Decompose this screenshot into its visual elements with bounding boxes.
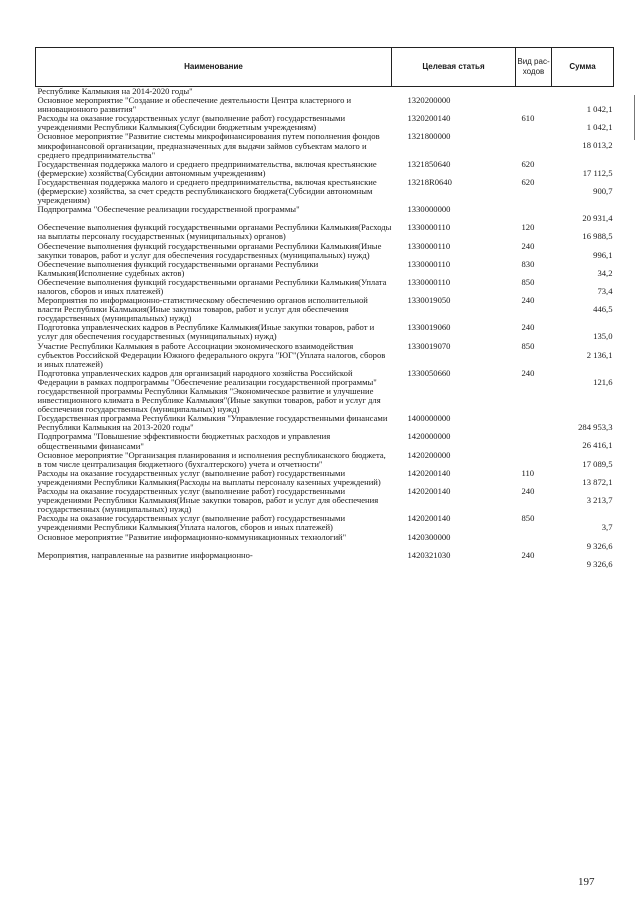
row-name: Основное мероприятие "Развитие системы микрофинансирования путем пополнения фондов микрофинансовой организации, предназначенных для выдачи займов субъектам малого и среднего предпринимательства"	[37, 131, 380, 160]
page-number: 197	[578, 876, 595, 888]
row-sum: 2 136,1	[586, 349, 613, 360]
table-row	[36, 323, 614, 341]
table-row	[36, 342, 614, 369]
row-expense-type	[516, 432, 552, 450]
row-sum: 284 953,3	[578, 422, 613, 433]
header-sum: Сумма	[552, 48, 614, 87]
row-expense-type: 850	[521, 340, 535, 351]
row-sum: 996,1	[593, 249, 613, 260]
row-target-article: 1320200140	[407, 113, 451, 124]
budget-table	[35, 47, 614, 569]
table-row	[36, 223, 614, 241]
row-sum: 446,5	[593, 304, 613, 315]
row-sum: 73,4	[597, 285, 613, 296]
row-expense-type: 850	[521, 513, 535, 524]
row-name: Обеспечение выполнения функций государственными органами Республики Калмыкия(Уплата налогов, сборов и иных платежей)	[37, 276, 387, 296]
row-sum: 18 013,2	[582, 140, 613, 151]
row-target-article: 1330000110	[407, 222, 451, 233]
row-sum: 3,7	[601, 522, 613, 533]
row-expense-type: 120	[521, 222, 535, 233]
table-row	[36, 414, 614, 432]
row-target-article: 1320200000	[407, 95, 451, 106]
row-name: Государственная поддержка малого и среднего предпринимательства, включая крестьянские (фермерские) хозяйства(Субсидии автономным учреждениям)	[37, 158, 377, 178]
row-name: Основное мероприятие "Организация планирования и исполнения республиканского бюджета, в том числе централизация бюджетного (бухгалтерского) учета и отчетности"	[37, 449, 386, 469]
header-target-article: Целевая статья	[392, 48, 516, 87]
table-row	[36, 451, 614, 469]
row-expense-type: 620	[521, 176, 535, 187]
row-name: Участие Республики Калмыкия в работе Ассоциации экономического взаимодействия субъектов Российской Федерации Южного федерального округа "ЮГ"(Уплата налогов, сборов и иных платежей)	[37, 340, 386, 369]
row-expense-type	[516, 414, 552, 432]
row-target-article: 1420200140	[407, 486, 451, 497]
table-row	[36, 296, 614, 323]
table-row	[36, 469, 614, 487]
scan-edge-mark	[634, 95, 635, 140]
row-target-article: 1321850640	[407, 158, 451, 169]
row-expense-type: 240	[521, 295, 535, 306]
row-name: Мероприятия по информационно-статистическому обеспечению органов исполнительной власти Республики Калмыкия(Иные закупки товаров, работ и услуг для обеспечения государственных (муниципальных) нужд)	[37, 295, 368, 324]
table-row	[36, 205, 614, 223]
table-row	[36, 114, 614, 132]
row-target-article: 1420200140	[407, 513, 451, 524]
table-row	[36, 551, 614, 569]
row-name: Республике Калмыкия на 2014-2020 годы"	[37, 86, 193, 96]
row-expense-type	[516, 132, 552, 159]
row-name: Подпрограмма "Обеспечение реализации государственной программы"	[37, 204, 300, 215]
row-expense-type: 240	[521, 549, 535, 560]
table-header	[36, 48, 614, 87]
row-sum: 1 042,1	[586, 122, 613, 133]
row-sum: 17 089,5	[582, 458, 613, 469]
row-target-article: 1330000110	[407, 276, 451, 287]
row-name: Обеспечение выполнения функций государственными органами Республики Калмыкия(Расходы на выплаты персоналу государственных (муниципальных) органов)	[37, 222, 392, 242]
row-target-article: 1420200140	[407, 467, 451, 478]
row-name: Подготовка управленческих кадров для организаций народного хозяйства Российской Федерации в рамках подпрограммы "Обеспечение реализации государственной программы" государственной программы Республики Калмыкия "Экономическое развитие и улучшение инвестиционного климата в Республике Калмыкия"(Иные закупки товаров, работ и услуг для обеспечения государственных (муниципальных) нужд)	[37, 367, 381, 415]
row-target-article: 1330050660	[407, 367, 451, 378]
table-row	[36, 369, 614, 414]
row-name: Расходы на оказание государственных услуг (выполнение работ) государственными учреждениями Республики Калмыкия(Субсидии бюджетным учреждениям)	[37, 113, 346, 133]
row-target-article: 1330019070	[407, 340, 451, 351]
table-row	[36, 242, 614, 260]
table-row	[36, 278, 614, 296]
row-target-article: 1330019050	[407, 295, 451, 306]
row-sum: 135,0	[593, 331, 613, 342]
row-expense-type: 240	[521, 240, 535, 251]
row-expense-type: 850	[521, 276, 535, 287]
row-expense-type	[516, 533, 552, 551]
header-name: Наименование	[36, 48, 392, 87]
row-name: Подготовка управленческих кадров в Республике Калмыкия(Иные закупки товаров, работ и услуг для обеспечения государственных (муниципальных) нужд)	[37, 322, 375, 342]
row-expense-type: 240	[521, 486, 535, 497]
row-expense-type: 620	[521, 158, 535, 169]
row-target-article: 1420300000	[407, 531, 451, 542]
row-sum: 16 988,5	[582, 231, 613, 242]
header-expense-type: Вид рас-ходов	[516, 48, 552, 87]
row-expense-type	[516, 205, 552, 223]
row-name: Расходы на оказание государственных услуг (выполнение работ) государственными учреждениями Республики Калмыкия(Уплата налогов, сборов и иных платежей)	[37, 513, 346, 533]
table-row	[36, 514, 614, 532]
table-row	[36, 132, 614, 159]
table-row	[36, 533, 614, 551]
table-row	[36, 178, 614, 205]
row-name: Мероприятия, направленные на развитие информационно-	[37, 549, 253, 560]
row-name: Государственная программа Республики Калмыкия "Управление государственными финансами Республики Калмыкия на 2013-2020 годы"	[37, 413, 388, 433]
row-target-article: 1330000000	[407, 204, 451, 215]
row-target-article: 1420321030	[407, 549, 451, 560]
row-sum: 9 326,6	[586, 540, 613, 551]
row-expense-type	[516, 87, 552, 97]
row-target-article: 13218R0640	[407, 176, 452, 187]
row-expense-type: 240	[521, 322, 535, 333]
row-name: Обеспечение выполнения функций государственными органами Республики Калмыкия(Иные закупки товаров, работ и услуг для обеспечения государственных (муниципальных) нужд)	[37, 240, 382, 260]
row-sum: 9 326,6	[586, 558, 613, 569]
row-sum: 121,6	[593, 376, 613, 387]
row-name: Обеспечение выполнения функций государственными органами Республики Калмыкия(Исполнение судебных актов)	[37, 258, 319, 278]
row-target-article: 1321800000	[407, 131, 451, 142]
table-row	[36, 432, 614, 450]
row-name: Основное мероприятие "Создание и обеспечение деятельности Центра кластерного и инновационного развития"	[37, 95, 352, 115]
row-expense-type: 110	[521, 467, 535, 478]
row-target-article: 1330000110	[407, 258, 451, 269]
row-name: Основное мероприятие "Развитие информационно-коммуникационных технологий"	[37, 531, 347, 542]
row-target-article: 1420000000	[407, 431, 451, 442]
row-sum: 26 416,1	[582, 440, 613, 451]
table-row	[36, 487, 614, 514]
row-sum: 20 931,4	[582, 213, 613, 224]
row-sum: 900,7	[593, 185, 613, 196]
row-target-article: 1330019060	[407, 322, 451, 333]
budget-table-sheet	[35, 47, 613, 569]
row-sum	[552, 87, 614, 97]
table-row	[36, 160, 614, 178]
row-sum: 13 872,1	[582, 476, 613, 487]
row-expense-type	[516, 96, 552, 114]
table-row	[36, 260, 614, 278]
row-target-article: 1330000110	[407, 240, 451, 251]
row-sum: 34,2	[597, 267, 613, 278]
row-name: Подпрограмма "Повышение эффективности бюджетных расходов и управления общественными финансами"	[37, 431, 331, 451]
row-target-article: 1420200000	[407, 449, 451, 460]
row-expense-type: 240	[521, 367, 535, 378]
row-expense-type: 830	[521, 258, 535, 269]
row-sum: 17 112,5	[582, 167, 613, 178]
row-sum: 3 213,7	[586, 495, 613, 506]
row-name: Расходы на оказание государственных услуг (выполнение работ) государственными учреждениями Республики Калмыкия(Иные закупки товаров, работ и услуг для обеспечения государственных (муниципальных) нужд)	[37, 486, 379, 515]
row-expense-type: 610	[521, 113, 535, 124]
row-expense-type	[516, 451, 552, 469]
table-row	[36, 96, 614, 114]
row-name: Расходы на оказание государственных услуг (выполнение работ) государственными учреждениями Республики Калмыкия(Расходы на выплаты персоналу казенных учреждений)	[37, 467, 381, 487]
table-body	[36, 87, 614, 569]
row-target-article: 1400000000	[407, 413, 451, 424]
row-sum: 1 042,1	[586, 104, 613, 115]
row-name: Государственная поддержка малого и среднего предпринимательства, включая крестьянские (фермерские) хозяйства, за счет средств республиканского бюджета(Субсидии автономным учреждениям)	[37, 176, 377, 206]
